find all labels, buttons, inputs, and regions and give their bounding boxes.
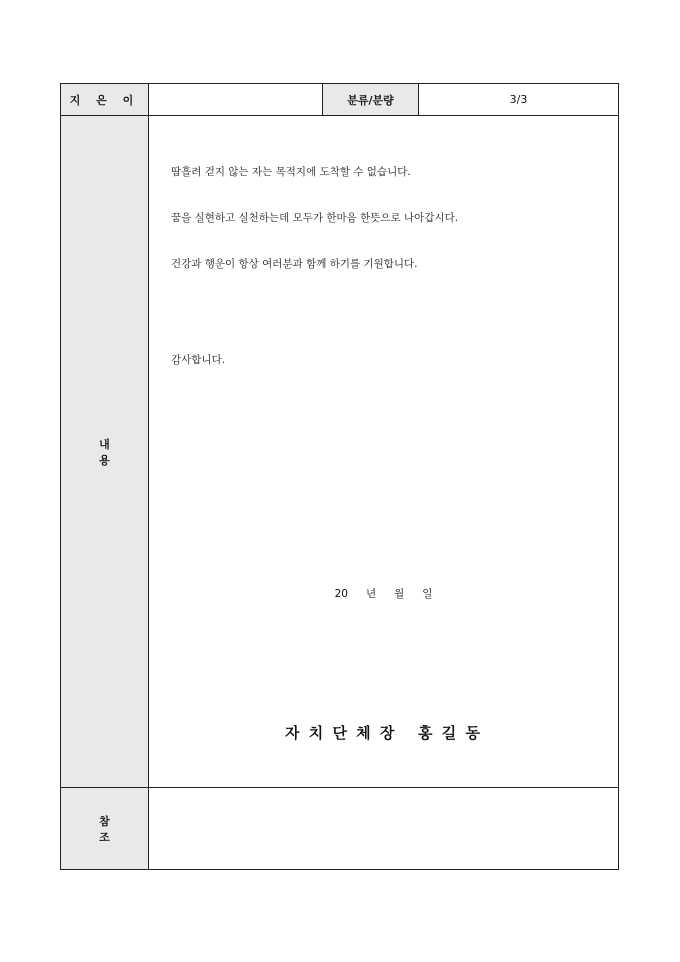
- content-row: [61, 116, 619, 788]
- header-row: [61, 84, 619, 116]
- signature: 자 치 단 체 장 홍 길 동: [285, 724, 482, 742]
- date-year-unit: 년: [365, 588, 377, 600]
- date-year-prefix: 20: [334, 588, 348, 600]
- content-line-3: 건강과 행운이 항상 여러분과 함께 하기를 기원합니다.: [171, 258, 418, 270]
- author-label: 지 은 이: [61, 84, 149, 116]
- author-value[interactable]: [149, 84, 323, 116]
- content-line-2: 꿈을 실현하고 실천하는데 모두가 한마음 한뜻으로 나아갑시다.: [171, 212, 459, 224]
- content-line-1: 땀흘려 걷지 않는 자는 목적지에 도착할 수 없습니다.: [171, 166, 411, 178]
- content-label: 내 용: [61, 116, 149, 788]
- category-value[interactable]: 3/3: [419, 84, 619, 116]
- reference-label: 참 조: [61, 788, 149, 870]
- document-form-table: [60, 83, 619, 870]
- date-day-unit: 일: [422, 588, 433, 600]
- reference-value[interactable]: [149, 788, 619, 870]
- date-month-unit: 월: [394, 588, 405, 600]
- content-body[interactable]: [149, 116, 619, 788]
- reference-row: [61, 788, 619, 870]
- category-label: 분류/분량: [323, 84, 419, 116]
- content-line-4: 감사합니다.: [171, 354, 226, 366]
- date-line: [149, 586, 618, 601]
